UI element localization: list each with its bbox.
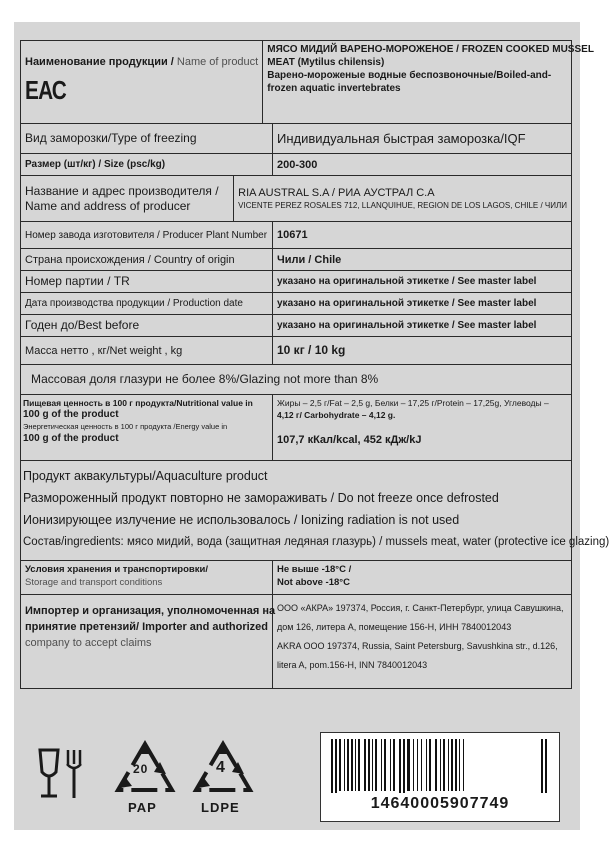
barcode-bar — [413, 739, 414, 791]
product-name-label-en: Name of product — [176, 56, 259, 68]
plant-value: 10671 — [277, 229, 308, 241]
aquaculture-text: Продукт аквакультуры/Aquaculture product — [23, 469, 268, 483]
row-product-name — [20, 40, 594, 124]
barcode-bar — [355, 739, 356, 791]
row-producer — [20, 176, 572, 222]
row-batch — [20, 271, 572, 293]
no-refreeze-text: Размороженный продукт повторно не замораживать / Do not freeze once defrosted — [23, 491, 499, 505]
producer-label-line1: Название и адрес производителя / — [25, 183, 219, 198]
importer-value-line2: дом 126, литера А, помещение 156-Н, ИНН 7840012043 — [277, 622, 512, 632]
bottom-section — [20, 732, 572, 824]
importer-value-line4: litera A, pom.156-H, INN 7840012043 — [277, 660, 428, 670]
freezing-value: Индивидуальная быстрая заморозка/IQF — [277, 130, 526, 146]
plant-label: Номер завода изготовителя / Producer Plant Number — [21, 222, 273, 248]
row-nutrition — [20, 395, 572, 461]
barcode-bar — [331, 739, 333, 793]
storage-value-line1: Не выше -18°С / — [277, 564, 352, 575]
batch-label: Номер партии / TR — [21, 271, 273, 292]
importer-label-line1: Импортер и организация, уполномоченная на — [25, 605, 276, 617]
row-origin — [20, 249, 572, 271]
row-importer — [20, 595, 572, 689]
producer-label-line2: Name and address of producer — [25, 198, 191, 213]
freezing-label: Вид заморозки/Type of freezing — [21, 124, 273, 153]
barcode-bar — [448, 739, 449, 791]
product-name-value-cell — [263, 41, 598, 123]
barcode-bar — [417, 739, 418, 791]
barcode-bar — [381, 739, 382, 791]
barcode-bar — [372, 739, 373, 791]
barcode-bar — [440, 739, 441, 791]
barcode-bar — [399, 739, 401, 793]
barcode-number: 14640005907749 — [370, 795, 510, 812]
producer-value-cell — [234, 176, 571, 221]
importer-value-cell — [273, 595, 571, 688]
recycle-ldpe-label: LDPE — [201, 800, 240, 815]
barcode-bar — [351, 739, 353, 791]
barcode-bar — [344, 739, 345, 791]
product-name-value-line3: Варено-мороженые водные беспозвоночные/Boiled-and- — [267, 70, 552, 81]
net-weight-value: 10 кг / 10 kg — [277, 343, 346, 357]
product-name-value-line4: frozen aquatic invertebrates — [267, 83, 401, 94]
statements-cell — [21, 461, 609, 560]
label-table — [20, 40, 609, 689]
eac-mark: ЕАС — [25, 75, 66, 105]
producer-label-cell — [21, 176, 234, 221]
barcode-bar — [421, 739, 422, 791]
barcode-bar — [545, 739, 547, 793]
barcode-bar — [429, 739, 431, 791]
size-label: Размер (шт/кг) / Size (psc/kg) — [21, 154, 273, 175]
barcode-bars — [329, 739, 551, 793]
barcode-bar — [459, 739, 460, 791]
barcode-bar — [339, 739, 341, 791]
best-before-value: указано на оригинальной этикетке / See master label — [277, 320, 537, 331]
storage-label-line1: Условия хранения и транспортировки/ — [25, 564, 208, 575]
nutrition-value-cell — [273, 395, 571, 460]
barcode-bar — [435, 739, 437, 791]
barcode-bar — [463, 739, 464, 791]
product-label — [14, 22, 609, 830]
barcode-bar — [384, 739, 386, 791]
barcode-bar — [403, 739, 405, 793]
producer-value-line1: RIA AUSTRAL S.A / РИА АУСТРАЛ С.А — [238, 186, 435, 199]
barcode-bar — [364, 739, 366, 791]
nutrition-value-line2: 4,12 г/ Carbohydrate – 4,12 g. — [277, 410, 396, 420]
no-radiation-text: Ионизирующее излучение не использовалось / Ionizing radiation is not used — [23, 513, 460, 527]
glazing-text: Массовая доля глазури не более 8%/Glazing not more than 8% — [31, 372, 379, 386]
producer-value-line2: VICENTE PEREZ ROSALES 712, LLANQUIHUE, REGION DE LOS LAGOS, CHILE / ЧИЛИ — [238, 200, 567, 210]
origin-label: Страна происхождения / Country of origin — [21, 249, 273, 270]
production-date-value: указано на оригинальной этикетке / See master label — [277, 298, 537, 309]
product-name-label-ru: Наименование продукции / — [25, 56, 174, 68]
row-production-date — [20, 293, 572, 315]
product-name-value-line1: МЯСО МИДИЙ ВАРЕНО-МОРОЖЕНОЕ / FROZEN COOKED MUSSEL — [267, 44, 594, 55]
row-freezing — [20, 124, 572, 154]
size-value: 200-300 — [277, 158, 318, 171]
barcode-bar — [375, 739, 377, 791]
nutrition-label-line1: Пищевая ценность в 100 г продукта/Nutritional value in — [23, 398, 253, 408]
barcode-bar — [393, 739, 395, 791]
ingredients-text: Состав/ingredients: мясо мидий, вода (защитная ледяная глазурь) / mussels meat, water (protective ice glazing) — [23, 536, 609, 548]
barcode — [320, 732, 560, 822]
barcode-bar — [541, 739, 543, 793]
storage-value-cell — [273, 561, 571, 594]
best-before-label: Годен до/Best before — [21, 315, 273, 336]
origin-value: Чили / Chile — [277, 253, 342, 266]
energy-label-line2: 100 g of the product — [23, 433, 119, 444]
barcode-bar — [407, 739, 410, 791]
row-plant-number — [20, 222, 572, 249]
recycle-pap-label: PAP — [128, 800, 157, 815]
barcode-bar — [443, 739, 445, 791]
energy-value: 107,7 кКал/kcal, 452 кДж/kJ — [277, 434, 422, 446]
row-size — [20, 154, 572, 176]
barcode-bar — [426, 739, 427, 791]
barcode-bar — [335, 739, 337, 793]
barcode-bar — [390, 739, 391, 791]
row-statements — [20, 461, 609, 561]
row-best-before — [20, 315, 572, 337]
storage-label-line2: Storage and transport conditions — [25, 577, 163, 588]
product-name-value-line2: MEAT (Mytilus chilensis) — [267, 57, 385, 68]
barcode-bar — [451, 739, 453, 791]
nutrition-label-cell — [21, 395, 273, 460]
importer-value-line3: AKRA OOO 197374, Russia, Saint Petersburg, Savushkina str., d.126, — [277, 641, 558, 651]
barcode-bar — [455, 739, 457, 791]
barcode-bar — [358, 739, 360, 791]
net-weight-label: Масса нетто , кг/Net weight , kg — [21, 337, 273, 364]
product-name-label-cell — [21, 41, 263, 123]
recycle-pap-number: 20 — [133, 762, 149, 776]
batch-value: указано на оригинальной этикетке / See master label — [277, 276, 537, 287]
recycle-ldpe-number: 4 — [216, 759, 226, 776]
row-glazing — [20, 365, 572, 395]
storage-value-line2: Not above -18°C — [277, 577, 350, 588]
row-storage — [20, 561, 572, 595]
nutrition-label-line2: 100 g of the product — [23, 409, 119, 420]
importer-label-cell — [21, 595, 276, 688]
nutrition-value-line1: Жиры – 2,5 г/Fat – 2,5 g, Белки – 17,25 г/Protein – 17,25g, Углеводы – — [277, 398, 549, 408]
glass-fork-icon — [36, 746, 88, 804]
importer-value-line1: ООО «АКРА» 197374, Россия, г. Санкт-Петербург, улица Савушкина, — [277, 603, 564, 613]
barcode-bar — [347, 739, 349, 791]
energy-label-line1: Энергетическая ценность в 100 г продукта /Energy value in — [23, 422, 228, 431]
importer-label-line2: принятие претензий/ Importer and authorized — [25, 621, 268, 633]
production-date-label: Дата производства продукции / Production date — [21, 293, 273, 314]
storage-label-cell — [21, 561, 273, 594]
row-net-weight — [20, 337, 572, 365]
barcode-bar — [368, 739, 370, 791]
importer-label-line3: company to accept claims — [25, 637, 152, 649]
